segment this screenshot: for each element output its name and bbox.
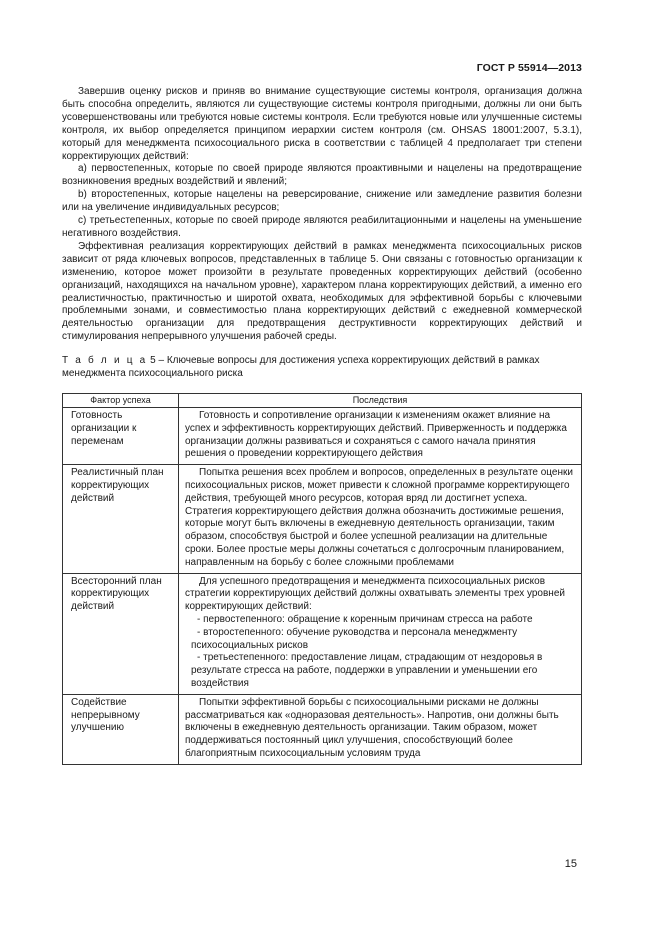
effect-cell: [179, 465, 582, 573]
effect-list-item: - первостепенного: обращение к коренным причинам стресса на работе: [197, 613, 533, 625]
effect-text: Для успешного предотвращения и менеджмента психосоциальных рисков стратегии корректирующих действий должны охватывать элементы трех уровней корректирующих действий:: [185, 575, 565, 613]
table-row: [63, 694, 582, 764]
table-caption-text: 5 – Ключевые вопросы для достижения успеха корректирующих действий в рамках менеджмента психосоциального риска: [62, 355, 540, 379]
table-row: [63, 408, 582, 465]
factor-cell: [63, 694, 179, 764]
column-header-effect: Последствия: [179, 394, 582, 408]
table-caption-label: Т а б л и ц а: [62, 355, 148, 366]
effect-cell: [179, 694, 582, 764]
effect-cell: [179, 573, 582, 694]
effect-text: Готовность и сопротивление организации к изменениям окажет влияние на успех и эффективность корректирующих действий. Приверженность и поддержка организации должны развиваться и сохраняться с самого начала принятия решения о проведении корректирующего действия: [185, 410, 567, 460]
factor-cell: [63, 408, 179, 465]
body-text: [62, 86, 582, 344]
paragraph-intro: Завершив оценку рисков и приняв во внимание существующие системы контроля, организация должна быть способна определить, являются ли существующие системы контроля пригодными, должны ли они быть усовершенствованы или требуются новые системы контроля. Если требуются новые или улучшенные системы контроля, их выбор определяется принципом иерархии систем контроля (см. OHSAS 18001:2007, 5.3.1), который для менеджмента психосоциального риска в соответствии с таблицей 4 предполагает три степени корректирующих действий:: [62, 86, 582, 162]
factor-text: Реалистичный план корректирующих действий: [71, 467, 164, 504]
table-row: [63, 465, 582, 573]
paragraph-item-b: b) второстепенных, которые нацелены на реверсирование, снижение или замедление развития болезни или на увеличение индивидуальных ресурсов;: [62, 189, 582, 214]
effect-cell: [179, 408, 582, 465]
table-row: [63, 573, 582, 694]
effect-text: Попытки эффективной борьбы с психосоциальными рисками не должны рассматриваться как «одноразовая деятельность». Напротив, они должны быть включены в ежедневную деятельность организации. Таким образом, может поддерживаться постоянный цикл улучшения, способствующий более благоприятным психосоциальным условиям труда: [185, 696, 559, 759]
factor-cell: [63, 465, 179, 573]
factor-cell: [63, 573, 179, 694]
table-caption: [62, 355, 582, 381]
key-questions-table: [62, 393, 582, 765]
factor-text: Готовность организации к переменам: [71, 410, 137, 447]
paragraph-implementation: Эффективная реализация корректирующих действий в рамках менеджмента психосоциальных рисков зависит от ряда ключевых вопросов, представленных в таблице 5. Они связаны с готовностью организации к изменению, которое может произойти в результате проведенных корректирующих действий (особенно организаций, находящихся на начальном уровне), характером плана корректирующих действий, а именно его реалистичностью, практичностью и широтой охвата, необходимых для эффективной борьбы с ключевыми проблемными зонами, и совместимостью плана корректирующих действий с ежедневной коммерческой деятельностью организации для предотвращения деструктивности корректирующих действий и стимулирования непрерывного улучшения рабочей среды.: [62, 240, 582, 343]
effect-text: Попытка решения всех проблем и вопросов, определенных в результате оценки психосоциальных рисков, может привести к сложной программе корректирующего действия, требующей много ресурсов, которая вряд ли достигнет успеха. Стратегия корректирующего действия должна обозначить достижимые решения, которые могут быть включены в ежедневную деятельность организации, таким образом, способствуя быстрой и более успешной реализации на длительные сроки. Более простые меры должны сочетаться с долгосрочным планированием, направленным на борьбу с более сложными проблемами: [185, 467, 573, 568]
factor-text: Всесторонний план корректирующих действий: [71, 575, 162, 613]
paragraph-item-c: c) третьестепенных, которые по своей природе являются реабилитационными и нацелены на уменьшение негативного воздействия.: [62, 215, 582, 239]
document-id-header: ГОСТ Р 55914—2013: [476, 62, 582, 74]
table-header-row: [63, 394, 582, 408]
effect-list-item: - второстепенного: обучение руководства и персонала менеджменту психосоциальных рисков: [191, 626, 518, 651]
column-header-factor: Фактор успеха: [63, 394, 179, 408]
paragraph-item-a: а) первостепенных, которые по своей природе являются проактивными и нацелены на предотвращение возникновения вредных воздействий и явлений;: [62, 163, 582, 188]
effect-list-item: - третьестепенного: предоставление лицам, страдающим от нездоровья в результате стресса на работе, поддержки в управлении и уменьшении его воздействия: [191, 652, 543, 689]
factor-text: Содействие непрерывному улучшению: [71, 696, 140, 734]
page-number: 15: [564, 858, 577, 870]
